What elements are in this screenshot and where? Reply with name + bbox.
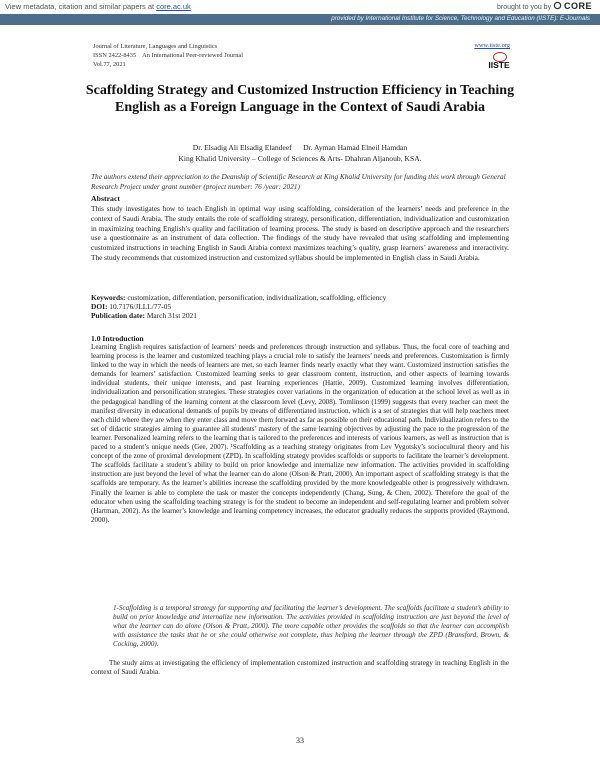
- core-brand-name: CORE: [563, 1, 592, 11]
- journal-volume: Vol.77, 2021: [93, 61, 126, 68]
- keywords-value: customization, differentiation, personification, individualization, scaffolding, efficiency: [127, 293, 387, 302]
- keywords-line: [91, 293, 386, 302]
- introduction-body: Learning English requires satisfaction of learners’ needs and preferences through instruction and syllabus. Thus, the focal core of teaching and learning process is the learner and customized teaching plays a crucial role to satisfy the learners’ needs and preferences. Customization is firmly linked to the way in which the needs of learners are met, so each learner finds nearly exactly what they want. Customized instruction satisfies the demands for learners’ satisfaction. Customized learning seeks to gear classroom content, instruction, and other aspects of learning towards individual students, their unique interests, and past learning experiences (Hattie, 2009). Customized learning involves differentiation, individualization and personification strategies. These strategies cover variations in the organization of education at the school level as well as in the pedagogical handling of the learning content at the classroom level (Levy, 2008). Tomlinson (1999) suggests that every teacher can meet the manifest diversity in educational demands of pupils by means of differentiated instruction, which is a set of strategies that will help teachers meet each child where they are when they enter class and move them forward as far as possible on their educational path. Individualization refers to the set of didactic strategies aiming to guarantee all students’ mastery of the same learning objectives by adjusting the pace to the progression of the learner. Personalized learning refers to the learning that is tailored to the preferences and interests of various learners, as well as instruction that is paced to a student’s unique needs (Gee, 2007). ¹Scaffolding as a teaching strategy originates from Lev Vygotsky’s sociocultural theory and his concept of the zone of proximal development (ZPD). In scaffolding strategy provides scaffolds or supports to facilitate the learner’s development. The scaffolds facilitate a student’s ability to build on prior knowledge and internalize new information. The activities provided in scaffolding instruction are just beyond the level of what the learner can do alone (Olson & Pratt, 2000). An important aspect of scaffolding strategy is that the scaffolds are temporary. As the learner’s abilities increase the scaffolding provided by the more knowledgeable other is progressively withdrawn. Finally the learner is able to complete the task or master the concepts independently (Chang, Sung, & Chen, 2002). Therefore the goal of the educator when using the scaffolding teaching strategy is for the student to become an independent and self-regulating learner and problem solver (Hartman, 2002). As the learner’s knowledge and learning competency increases, the educator gradually reduces the supports provided (Raymond, 2000).: [91, 343, 509, 524]
- author-affiliation: King Khalid University – College of Sciences & Arts- Dhahran Aljanoub, KSA.: [178, 154, 422, 163]
- page-number: 33: [296, 736, 304, 745]
- journal-url-link[interactable]: www.iiste.org: [474, 42, 510, 49]
- journal-header: [93, 42, 243, 69]
- core-brand-text: brought to you by: [496, 4, 552, 11]
- core-banner: [0, 0, 600, 14]
- core-banner-text: View metadata, citation and similar papers at: [5, 2, 155, 11]
- pubdate-value: March 31st 2021: [146, 311, 197, 320]
- doi-value: 10.7176/JLLL/77-05: [109, 302, 172, 311]
- iiste-logo: [488, 52, 510, 72]
- keywords-label: Keywords:: [91, 293, 126, 302]
- section-heading-introduction: 1.0 Introduction: [91, 334, 144, 343]
- author-block: [85, 142, 515, 164]
- doi-label: DOI:: [91, 302, 108, 311]
- pubdate-line: [91, 311, 197, 320]
- study-aim-paragraph: The study aims at investigating the efficiency of implementation customized instruction and scaffolding strategy in teaching English in the context of Saudi Arabia.: [91, 659, 509, 677]
- core-logo-icon: [553, 1, 562, 10]
- core-banner-left: [5, 2, 191, 11]
- logo-text: IISTE: [488, 60, 510, 70]
- provider-text: provided by International Institute for Science, Technology and Education (IISTE): E-Journals: [331, 15, 590, 22]
- abstract-text: This study investigates how to teach English in optimal way using scaffolding, consideration of the learners’ needs and preference in the context of Saudi Arabia. The study entails the role of scaffolding strategy, personification, differentiation, individualization and customization in maximizing teaching English’s quality and facilitation of learning process. The study is based on descriptive approach and the researchers use a questionnaire as an instrument of data collection. The findings of the study have revealed that using scaffolding and implementing customized instructions in teaching English in Saudi Arabia context maximizes teaching’s quality, grasp learners’ awareness and interactivity. The study recommends that customized instruction and customized syllabus should be implemented in English class in Saudi Arabia.: [91, 204, 509, 262]
- journal-name: Journal of Literature, Languages and Linguistics: [93, 43, 218, 50]
- footnote-quote: 1-Scaffolding is a temporal strategy for supporting and facilitating the learner’s development. The scaffolds facilitate a student’s ability to build on prior knowledge and internalize new information. The activities provided in scaffolding instruction are just beyond the level of what the learner can do alone (Olson & Pratt, 2000). The more capable other provides the scaffolds so that the learner can accomplish with assistance the tasks that he or she could otherwise not complete, thus helping the learner through the ZPD (Bransford, Brown, & Cocking, 2000).: [113, 604, 509, 649]
- author-names: Dr. Elsadig Ali Elsadig Elandeef Dr. Ayman Hamad Elneil Hamdan: [192, 143, 408, 152]
- journal-issn: ISSN 2422-8435 An International Peer-reviewed Journal: [93, 52, 244, 59]
- acknowledgement: The authors extend their appreciation to the Deanship of Scientific Research at King Khalid University for funding this work through General Research Project under grant number (project number: 76 /year: 2021): [91, 172, 506, 191]
- core-link[interactable]: core.ac.uk: [156, 2, 191, 11]
- core-brand[interactable]: [497, 1, 592, 11]
- pubdate-label: Publication date:: [91, 311, 145, 320]
- paper-title: Scaffolding Strategy and Customized Instruction Efficiency in Teaching English as a Foreign Language in the Context of Saudi Arabia: [85, 83, 515, 115]
- provider-bar: [0, 14, 600, 25]
- doi-line: [91, 302, 171, 311]
- abstract-heading: Abstract: [91, 194, 121, 203]
